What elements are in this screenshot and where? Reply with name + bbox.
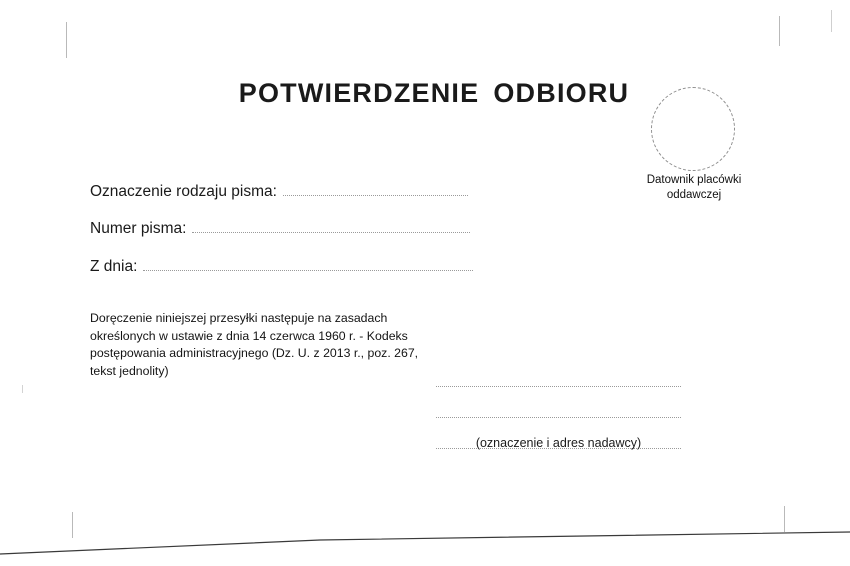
document-title-word-2: ODBIORU [493,78,630,108]
date-stamp-label-line-1: Datownik placówki [646,174,742,186]
sender-address-caption: (oznaczenie i adres nadawcy) [475,436,642,450]
field-document-date-label: Z dnia: [90,258,138,275]
field-document-type-label: Oznaczenie rodzaju pisma: [90,183,277,200]
field-document-number [90,219,470,238]
field-document-date [90,257,473,276]
date-stamp-circle [651,87,735,171]
page-fold-line [0,529,850,555]
date-stamp-label [620,173,768,203]
scan-tick-mark [779,16,780,46]
field-document-type-input[interactable] [283,182,468,196]
scan-tick-mark [22,385,23,393]
field-document-date-input[interactable] [143,257,473,271]
field-document-number-input[interactable] [192,219,470,233]
sender-address-line-1[interactable] [436,356,681,387]
legal-note: Doręczenie niniejszej przesyłki następuje na zasadach określonych w ustawie z dnia 14 czerwca 1960 r. - Kodeks postępowania administracyjnego (Dz. U. z 2013 r., poz. 267, tekst jednolity) [90,311,419,378]
field-document-type [90,182,468,201]
sender-address-line-2[interactable] [436,387,681,418]
scan-tick-mark [66,22,67,58]
document-title-word-1: POTWIERDZENIE [238,78,480,108]
field-document-number-label: Numer pisma: [90,220,187,237]
scan-tick-mark [831,10,832,32]
date-stamp-label-line-2: oddawczej [666,189,722,201]
